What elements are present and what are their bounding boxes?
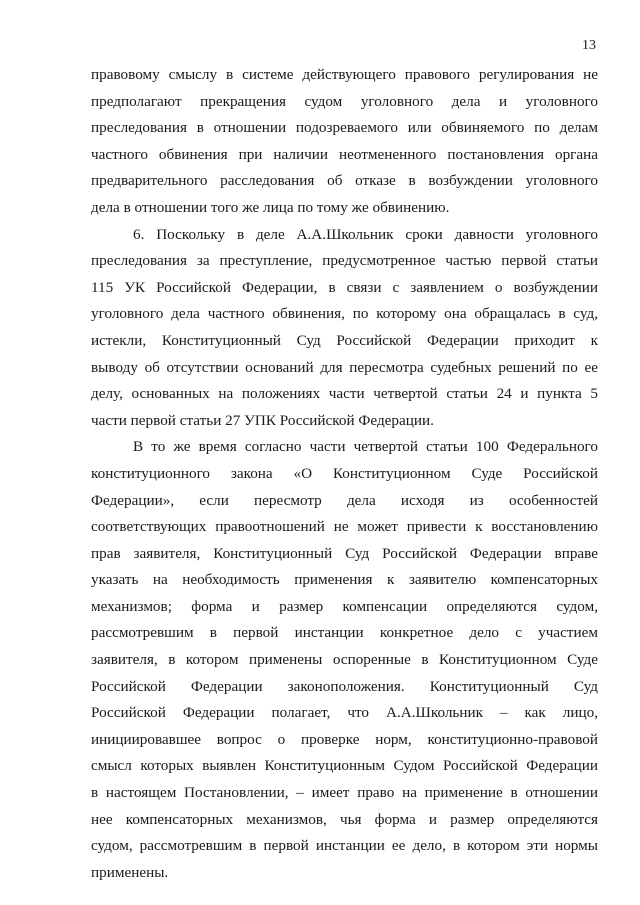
text-line: Российской Федерации полагает, что А.А.Школьник – как лицо, [91, 704, 598, 722]
text-line: заявителя, в котором применены оспоренные в Конституционном Суде [91, 651, 598, 669]
document-body [91, 62, 598, 886]
text-line: инициировавшее вопрос о проверке норм, конституционно-правовой [91, 730, 598, 748]
text-line: 115 УК Российской Федерации, в связи с заявлением о возбуждении [91, 278, 598, 296]
text-line: В то же время согласно части четвертой статьи 100 Федерального [133, 438, 598, 456]
text-line: смысл которых выявлен Конституционным Судом Российской Федерации [91, 757, 598, 775]
paragraph [91, 434, 598, 886]
page-number: 13 [582, 38, 596, 53]
text-line: выводу об отсутствии оснований для пересмотра судебных решений по ее [91, 358, 598, 376]
text-line: части первой статьи 27 УПК Российской Федерации. [91, 411, 434, 429]
text-line: соответствующих правоотношений не может привести к восстановлению [91, 518, 598, 536]
text-line: преследования за преступление, предусмотренное частью первой статьи [91, 252, 598, 270]
text-line: рассмотревшим в первой инстанции конкретное дело с участием [91, 624, 598, 642]
paragraph [91, 222, 598, 435]
text-line: уголовного дела частного обвинения, по которому она обращалась в суд, [91, 305, 598, 323]
text-line: Федерации», если пересмотр дела исходя из особенностей [91, 491, 598, 509]
text-line: в настоящем Постановлении, – имеет право на применение в отношении [91, 784, 598, 802]
text-line: нее компенсаторных механизмов, чья форма и размер определяются [91, 810, 598, 828]
text-line: указать на необходимость применения к заявителю компенсаторных [91, 571, 598, 589]
text-line: истекли, Конституционный Суд Российской Федерации приходит к [91, 331, 598, 349]
text-line: дела в отношении того же лица по тому же обвинению. [91, 198, 450, 216]
text-line: механизмов; форма и размер компенсации определяются судом, [91, 597, 598, 615]
text-line: предполагают прекращения судом уголовного дела и уголовного [91, 92, 598, 110]
text-line: предварительного расследования об отказе в возбуждении уголовного [91, 172, 598, 190]
text-line: прав заявителя, Конституционный Суд Российской Федерации вправе [91, 544, 598, 562]
text-line: частного обвинения при наличии неотмененного постановления органа [91, 145, 598, 163]
text-line: применены. [91, 863, 169, 881]
text-line: конституционного закона «О Конституционном Суде Российской [91, 464, 598, 482]
text-line: Российской Федерации законоположения. Конституционный Суд [91, 677, 598, 695]
text-line: 6. Поскольку в деле А.А.Школьник сроки давности уголовного [133, 225, 598, 243]
text-line: правовому смыслу в системе действующего правового регулирования не [91, 66, 598, 83]
text-line: судом, рассмотревшим в первой инстанции ее дело, в котором эти нормы [91, 837, 598, 855]
paragraph [91, 62, 598, 222]
text-line: делу, основанных на положениях части четвертой статьи 24 и пункта 5 [91, 385, 598, 403]
text-line: преследования в отношении подозреваемого или обвиняемого по делам [91, 119, 598, 137]
